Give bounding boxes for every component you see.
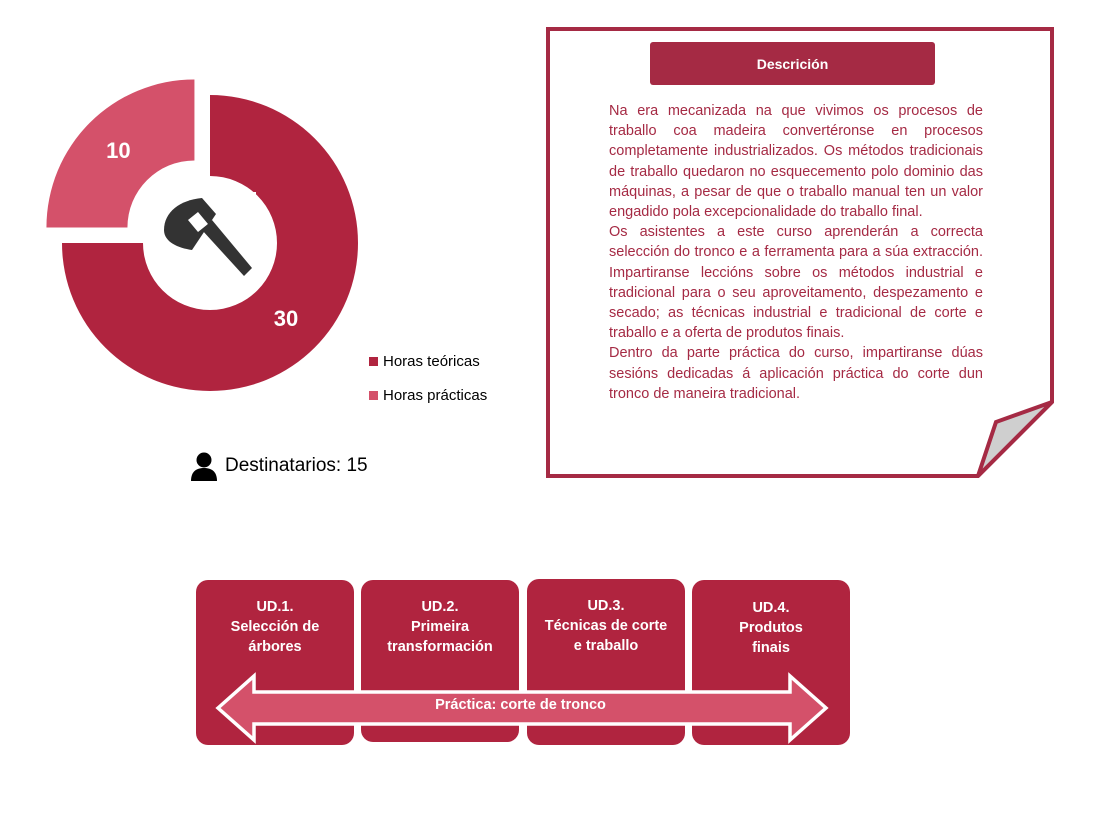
destinatarios bbox=[189, 451, 368, 481]
slice-value-label: 10 bbox=[106, 138, 131, 164]
legend-label: Horas teóricas bbox=[383, 352, 480, 370]
legend-swatch bbox=[369, 357, 378, 366]
slice-value-label: 30 bbox=[273, 306, 299, 331]
unit-label: UD.3. Técnicas de corte e traballo bbox=[544, 598, 668, 654]
practice-label: Práctica: corte de tronco bbox=[435, 697, 606, 713]
legend-item bbox=[369, 386, 487, 404]
destinatarios-label: Destinatarios: 15 bbox=[225, 455, 368, 476]
unit-label: UD.1. Selección de árbores bbox=[230, 599, 320, 655]
description-title: Descrición bbox=[650, 42, 935, 85]
description-paragraph: Os asistentes a este curso aprenderán a correcta selección do tronco e a ferramenta para a súa extracción. Impartiranse leccións sobre os métodos industrial e tradicional para o seu aproveitamento, despezamento e secado; as técnicas industrial e tradicional de corte e traballo e a oferta de produtos finais. bbox=[609, 224, 983, 342]
description-paragraph: Na era mecanizada na que vivimos os procesos de traballo coa madeira convertéronse en procesos completamente industrializados. Os métodos tradicionais de traballo quedaron no esquecemento polo dominio das máquinas, a pesar de que o traballo manual ten un valor engadido pola excepcionalidade do traballo final. bbox=[609, 103, 983, 221]
legend-swatch bbox=[369, 391, 378, 400]
unit-label: UD.4. Produtos finais bbox=[739, 600, 803, 656]
unit-label: UD.2. Primeira transformación bbox=[387, 599, 493, 655]
description-paragraph: Dentro da parte práctica do curso, impartiranse dúas sesións dedicadas á aplicación práctica do corte dun tronco de maneira tradicional. bbox=[609, 345, 983, 402]
axe-icon-box bbox=[158, 192, 256, 284]
legend-item bbox=[369, 352, 487, 370]
legend-label: Horas prácticas bbox=[383, 386, 488, 404]
person-icon bbox=[189, 451, 219, 481]
chart-legend bbox=[369, 352, 487, 420]
description-body bbox=[609, 101, 983, 404]
axe-icon bbox=[158, 192, 256, 284]
